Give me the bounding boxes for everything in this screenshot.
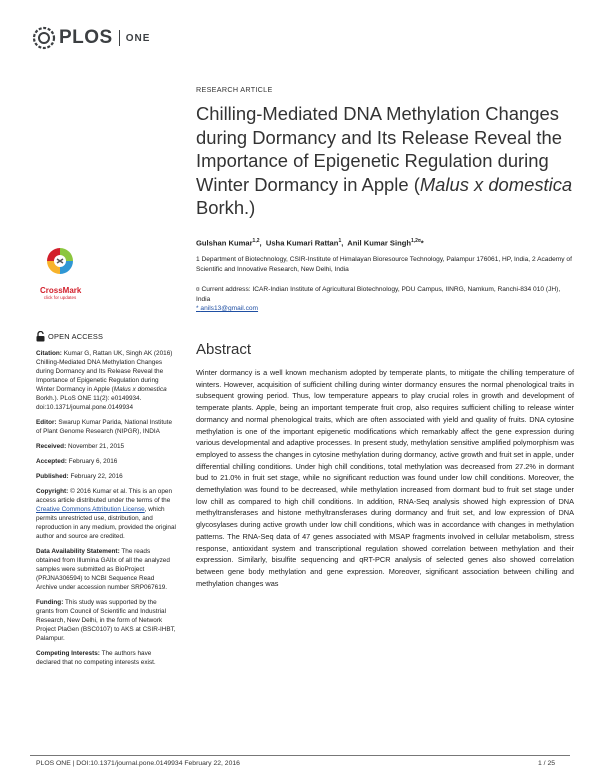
open-access-label: OPEN ACCESS (48, 332, 104, 341)
plos-one-logo[interactable] (32, 26, 150, 50)
affiliations: 1 Department of Biotechnology, CSIR-Institute of Himalayan Bioresource Technology, Palampur 176061, HP, India, 2 Academy of Scientific and Innovative Research, New Delhi, India (196, 256, 572, 273)
funding-block: Funding: This study was supported by the grants from Council of Scientific and Industrial Research, New Delhi, in the form of Network Project PlaGen (BSC0107) to AKS at CSIR-IHBT, Palampur. (36, 599, 176, 642)
author[interactable]: Usha Kumari Rattan (265, 238, 339, 248)
published-date: Published: February 22, 2016 (36, 473, 123, 480)
email-line: * anils13@gmail.com (196, 305, 259, 312)
data-availability-block: Data Availability Statement: The reads obtained from Illumina GAIIx of all the analyzed samples were submitted as BioProject (PRJNA306594) to NCBI Sequence Read Archive under accession number SRP067619. (36, 548, 170, 591)
received-date: Received: November 21, 2015 (36, 443, 125, 450)
corresponding-mark: * (420, 238, 424, 248)
abstract-heading: Abstract (196, 341, 252, 358)
copyright-block: Copyright: © 2016 Kumar et al. This is an open access article distributed under the terms of the Creative Commons Attribution License, which permits unrestricted use, distribution, and reproduction in any medium, provided the original author and source are credited. (36, 488, 176, 540)
crossmark-label: CrossMark (40, 286, 82, 295)
article-type: RESEARCH ARTICLE (196, 85, 273, 94)
license-link[interactable]: Creative Commons Attribution License (36, 506, 145, 513)
logo-separator (119, 30, 120, 46)
footer-divider (30, 755, 570, 756)
article-title: Chilling-Mediated DNA Methylation Changes during Dormancy and Its Release Reveal the Importance of Epigenetic Regulation during Winter Dormancy in Apple (Malus x domestica Borkh.) (196, 103, 573, 218)
accepted-date: Accepted: February 6, 2016 (36, 458, 118, 465)
crossmark-badge[interactable] (40, 246, 80, 300)
footer-citation: PLOS ONE | DOI:10.1371/journal.pone.0149934 February 22, 2016 (36, 760, 240, 767)
current-address: ¤ Current address: ICAR-Indian Institute of Agricultural Biotechnology, PDU Campus, IINRG, Namkum, Ranchi-834 010 (JH), India (196, 286, 561, 303)
abstract-text: Winter dormancy is a well known mechanism adopted by temperate plants, to mitigate the chilling temperature of winters. However, acquisition of sufficient chilling during winter dormancy ensures the normal phenological traits in subsequent growing period. Thus, low temperature appears to play crucial roles in growth and development of temperate plants. Apple, being an important temperate fruit crop, also requires sufficient chilling to release winter dormancy and normal phenological traits, which are often associated with yield and quality of fruits. DNA cytosine methylation is one of the important epigenetic modifications which remarkably affect the gene expression during various developmental and adaptive processes. In present study, methylation sensitive amplified polymorphism was employed to assess the changes in cytosine methylation during dormancy, active growth and fruit set in apple, under differential chilling conditions. Under high chill conditions, total methylation was decreased from 27.2% in dormant bud to 21.0% in fruit set stage, while no significant reduction was found under low chill conditions. Moreover, the demethylation was found to be decreased, while methylation increased from dormant bud to fruit set stage under low chill as compared to high chill conditions. In addition, RNA-Seq analysis showed high expression of DNA methyltransferases and histone methyltransferases during dormancy and fruit set, and low expression of DNA glycosylases during active growth under low chill conditions, which was in accordance with changes in methylation patterns. The RNA-Seq data of 47 genes associated with MSAP fragments involved in cellular metabolism, stress response, antioxidant system and transcriptional regulation showed correlation between methylation and their expression. Similarly, bisulfite sequencing and qRT-PCR analysis of selected genes also showed correlation between gene body methylation and gene expression. Moreover, significant association between chilling and methylation changes was (196, 368, 574, 588)
open-access-badge (36, 331, 103, 342)
email-link[interactable]: anils13@gmail.com (200, 305, 259, 312)
editor-block: Editor: Swarup Kumar Parida, National Institute of Plant Genome Research (NIPGR), INDIA (36, 419, 173, 435)
competing-interests-block: Competing Interests: The authors have declared that no competing interests exist. (36, 650, 156, 666)
author[interactable]: Gulshan Kumar (196, 238, 253, 248)
logo-word: PLOS (59, 27, 113, 48)
article-metadata-sidebar (36, 349, 176, 673)
author[interactable]: Anil Kumar Singh (347, 238, 411, 248)
open-lock-icon (36, 331, 45, 342)
crossmark-sublabel: click for updates (43, 295, 77, 300)
citation-label: Citation: (36, 350, 62, 357)
citation-block: Citation: Kumar G, Rattan UK, Singh AK (2016) Chilling-Mediated DNA Methylation Changes during Dormancy and Its Release Reveal the Importance of Epigenetic Regulation during Winter Dormancy in Apple (Malus x domestica Borkh.). PLoS ONE 11(2): e0149934. doi:10.1371/journal.pone.0149934 (36, 350, 173, 411)
logo-suffix: ONE (125, 32, 151, 44)
author-list: Gulshan Kumar$^{1,2}$, Usha Kumari Rattan$^1$, Anil Kumar Singh$^{1,2¤}$* (196, 238, 424, 248)
editor-label: Editor: (36, 419, 57, 426)
crossmark-icon (45, 246, 75, 280)
plos-logo-icon (32, 26, 56, 50)
page-number: 1 / 25 (538, 760, 556, 767)
